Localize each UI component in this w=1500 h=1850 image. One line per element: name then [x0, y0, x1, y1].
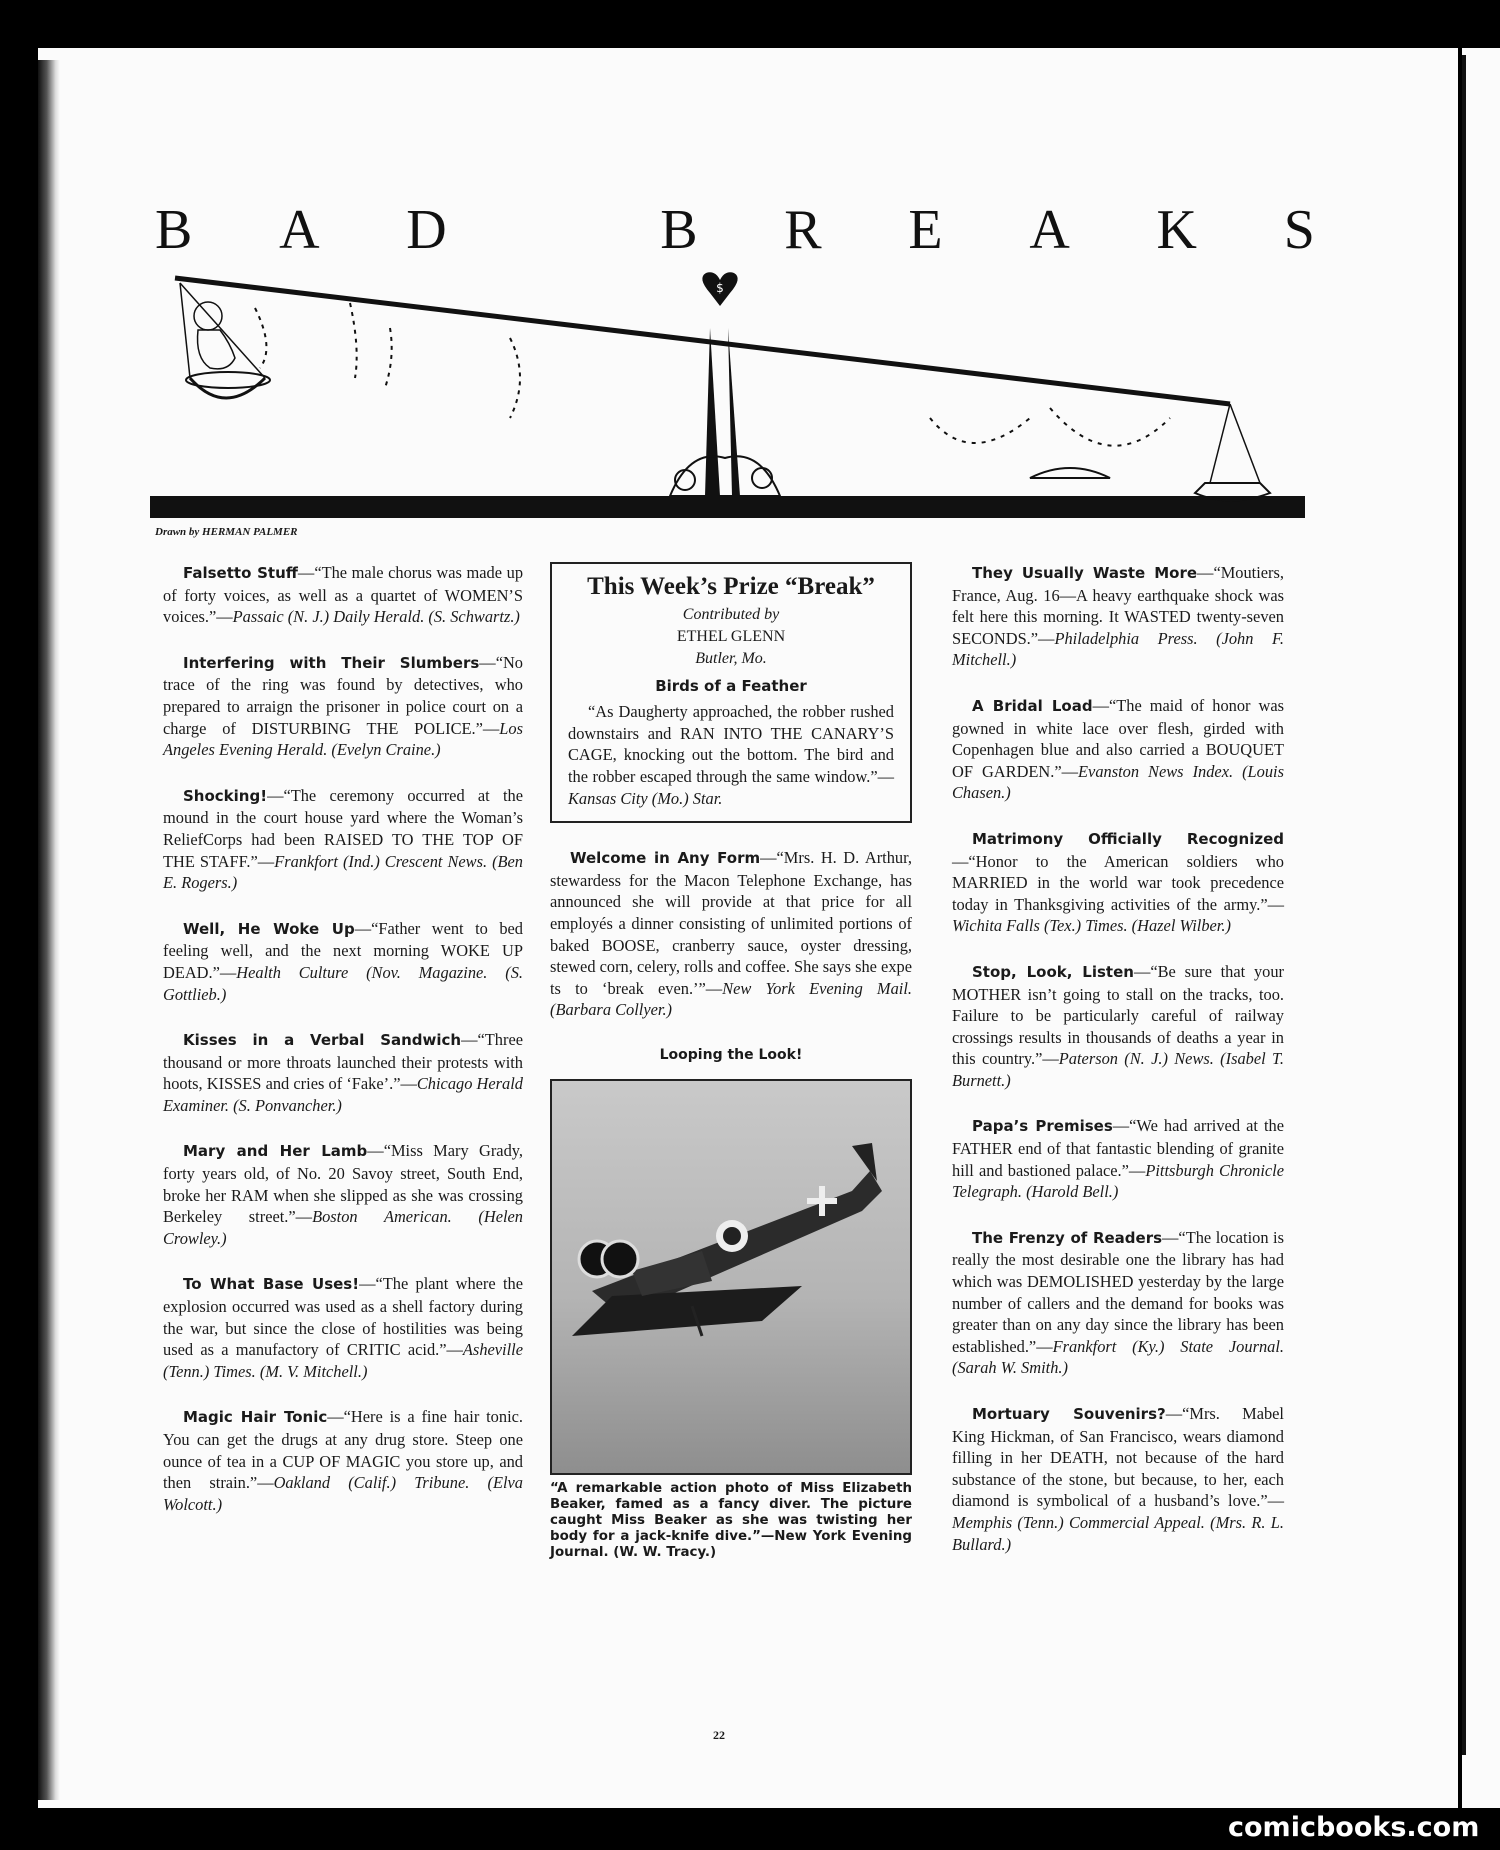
item-body: —“The location is really the most desirable one the library has had which was DEMOLISHED yesterday by the large number of callers and the demand for books was greater than on any day since the library has been established.”—	[952, 1227, 1284, 1356]
item-body: —“The ceremony occurred at the mound in the court house yard where the Woman’s ReliefCorps had been RAISED TO THE TOP OF THE STAFF.”—	[163, 785, 523, 871]
item-body: —“Honor to the American soldiers who MARRIED in the world war took precedence today in Thanksgiving activities of the army.”—	[952, 851, 1284, 914]
item-source: Evanston News Index. (Louis Chasen.)	[952, 761, 1284, 803]
break-item	[163, 918, 523, 1005]
title-letter: B	[155, 199, 193, 261]
break-item	[952, 828, 1284, 937]
item-source: New York Evening Mail. (Barbara Collyer.)	[550, 978, 912, 1020]
item-head: Well, He Woke Up	[183, 919, 355, 938]
item-head: They Usually Waste More	[972, 564, 1198, 582]
item-body: —“Miss Mary Grady, forty years old, of No. 20 Savoy street, South End, broke her RAM when she slipped as she was crossing Berkeley street.”—	[163, 1141, 523, 1227]
photo-heading: Looping the Look!	[659, 1046, 803, 1063]
item-body: —“We had arrived at the FATHER end of that fantastic blending of granite hill and bastioned palace.”—	[952, 1116, 1284, 1180]
item-body: —“No trace of the ring was found by detectives, who prepared to arraign the prisoner in police court on a charge of DISTURBING THE POLICE.”—	[163, 652, 523, 738]
illustration-credit: Drawn by HERMAN PALMER	[155, 526, 298, 538]
item-head: Matrimony Officially Recognized	[972, 829, 1284, 848]
prize-body	[568, 701, 894, 809]
item-body: —“Moutiers, France, Aug. 16—A heavy earthquake shock was felt here this morning. It WASTED twenty-seven SECONDS.”—	[952, 563, 1284, 648]
prize-source: Kansas City (Mo.) Star.	[568, 788, 723, 808]
title-letter: E	[908, 199, 943, 261]
item-source: Boston American. (Helen Crowley.)	[163, 1207, 523, 1248]
photo-caption: “A remarkable action photo of Miss Elizabeth Beaker, famed as a fancy diver. The picture caught Miss Beaker as she was twisting her body for a jack-knife dive.”—New York Evening Journal. (W. W. Tracy.)	[550, 1480, 912, 1560]
svg-text:$: $	[716, 281, 724, 295]
column-middle	[550, 562, 912, 1561]
break-item	[163, 1140, 523, 1249]
title-letter: A	[279, 199, 320, 261]
page-binding-edge	[38, 60, 60, 1800]
page-title	[155, 198, 1315, 261]
item-head: Magic Hair Tonic	[183, 1408, 328, 1427]
break-item	[163, 652, 523, 761]
item-body: —“Here is a fine hair tonic. You can get the drugs at any drug store. Steep one ounce of tea in a CUP OF MAGIC you store up, and then strain.”—	[163, 1407, 523, 1493]
break-item	[163, 1273, 523, 1382]
item-source: Oakland (Calif.) Tribune. (Elva Wolcott.)	[163, 1473, 524, 1514]
item-source: Health Culture (Nov. Magazine. (S. Gottlieb.)	[163, 962, 523, 1004]
item-head: Welcome in Any Form	[570, 849, 761, 868]
item-body: —“The plant where the explosion occurred was used as a shell factory during the war, but since the close of hostilities was being used as a manufactory of CRITIC acid.”—	[163, 1274, 523, 1360]
item-source: Paterson (N. J.) News. (Isabel T. Burnett.)	[952, 1049, 1285, 1090]
item-head: The Frenzy of Readers	[972, 1228, 1163, 1247]
site-watermark: comicbooks.com	[1228, 1812, 1480, 1843]
break-item	[163, 785, 523, 894]
airplane-image	[552, 1081, 910, 1473]
item-body: —“Be sure that your MOTHER isn’t going to stall on the tracks, too. Failure to be particularly careful of railway crossings results in thousands of deaths a year in this country.”—	[952, 961, 1284, 1069]
prize-contributor: ETHEL GLENN	[676, 627, 786, 645]
item-body: —“Father went to bed feeling well, and the next morning WOKE UP DEAD.”—	[163, 918, 523, 982]
item-head: Falsetto Stuff	[183, 564, 298, 582]
item-head: Interfering with Their Slumbers	[183, 653, 480, 672]
break-item	[952, 1403, 1284, 1555]
title-letter: S	[1283, 199, 1315, 261]
prize-break-box	[550, 562, 912, 823]
item-head: Mary and Her Lamb	[183, 1142, 368, 1161]
item-source: Memphis (Tenn.) Commercial Appeal. (Mrs. R. L. Bullard.)	[952, 1512, 1284, 1554]
item-body: —“Mrs. H. D. Arthur, stewardess for the Macon Telephone Exchange, has announced she will provide at that price for all employés a dinner consisting of unlimited portions of baked BOOSE, cranberry sauce, oyster dressing, stewed corn, celery, rolls and coffee. She says she expe ts to ‘break even.’”—	[550, 848, 912, 998]
title-letter: B	[660, 199, 698, 261]
title-letter: A	[1029, 199, 1070, 261]
item-source: Pittsburgh Chronicle Telegraph. (Harold Bell.)	[952, 1160, 1284, 1202]
column-right	[952, 562, 1284, 1579]
column-left	[163, 562, 523, 1539]
prize-subhead: Birds of a Feather	[655, 676, 807, 695]
prize-title: This Week’s Prize “Break”	[587, 573, 875, 600]
item-source: Asheville (Tenn.) Times. (M. V. Mitchell.)	[163, 1340, 523, 1381]
break-item	[952, 1115, 1284, 1202]
title-letter: D	[406, 199, 447, 261]
item-head: Stop, Look, Listen	[972, 962, 1134, 981]
title-letter: R	[784, 199, 822, 261]
prize-location: Butler, Mo.	[695, 649, 767, 667]
break-item	[952, 961, 1284, 1092]
break-item	[952, 695, 1284, 804]
balance-scale-illustration	[150, 268, 1305, 528]
item-body: —“The male chorus was made up of forty voices, as well as a quartet of WOMEN’S voices.”—	[163, 563, 524, 627]
break-item	[550, 847, 912, 1021]
item-source: Frankfort (Ind.) Crescent News. (Ben E. Rogers.)	[163, 851, 524, 893]
item-source: Passaic (N. J.) Daily Herald. (S. Schwartz.)	[232, 607, 520, 627]
item-source: Frankfort (Ky.) State Journal. (Sarah W. Smith.)	[952, 1336, 1284, 1378]
item-body: —“The maid of honor was gowned in white lace over flesh, girded with Copenhagen blue and also carried a BOUQUET OF GARDEN.”—	[952, 695, 1285, 781]
item-head: A Bridal Load	[972, 696, 1093, 715]
item-head: Papa’s Premises	[972, 1117, 1113, 1136]
next-page-edge	[1462, 48, 1500, 1808]
item-head: To What Base Uses!	[183, 1275, 360, 1294]
item-body: —“Three thousand or more throats launched their protests with hoots, KISSES and cries of ‘Fake’.”—	[163, 1030, 523, 1094]
item-source: Philadelphia Press. (John F. Mitchell.)	[952, 628, 1284, 670]
break-item	[163, 562, 523, 628]
break-item	[952, 562, 1284, 671]
prize-text: “As Daugherty approached, the robber rushed downstairs and RAN INTO THE CANARY’S CAGE, knocking out the bottom. The bird and the robber escaped through the same window.”—	[568, 702, 894, 786]
item-body: —“Mrs. Mabel King Hickman, of San Francisco, wears diamond filling in her DEATH, not because of the hard substance of the stone, but because, to her, each diamond is symbolical of a husband’s love.”—	[952, 1404, 1284, 1511]
item-head: Kisses in a Verbal Sandwich	[183, 1031, 462, 1050]
break-item	[163, 1406, 523, 1515]
gutter-line	[1462, 55, 1466, 1755]
break-item	[952, 1227, 1284, 1379]
break-item	[163, 1029, 523, 1116]
item-source: Wichita Falls (Tex.) Times. (Hazel Wilber.)	[952, 916, 1231, 936]
prize-contributed-by: Contributed by	[682, 605, 780, 623]
airplane-photo	[550, 1079, 912, 1475]
item-source: Chicago Herald Examiner. (S. Ponvancher.)	[163, 1074, 523, 1115]
title-letter: K	[1156, 199, 1197, 261]
item-head: Mortuary Souvenirs?	[972, 1405, 1166, 1423]
item-head: Shocking!	[183, 786, 268, 805]
item-source: Los Angeles Evening Herald. (Evelyn Craine.)	[163, 718, 523, 760]
page-number: 22	[713, 1728, 725, 1742]
